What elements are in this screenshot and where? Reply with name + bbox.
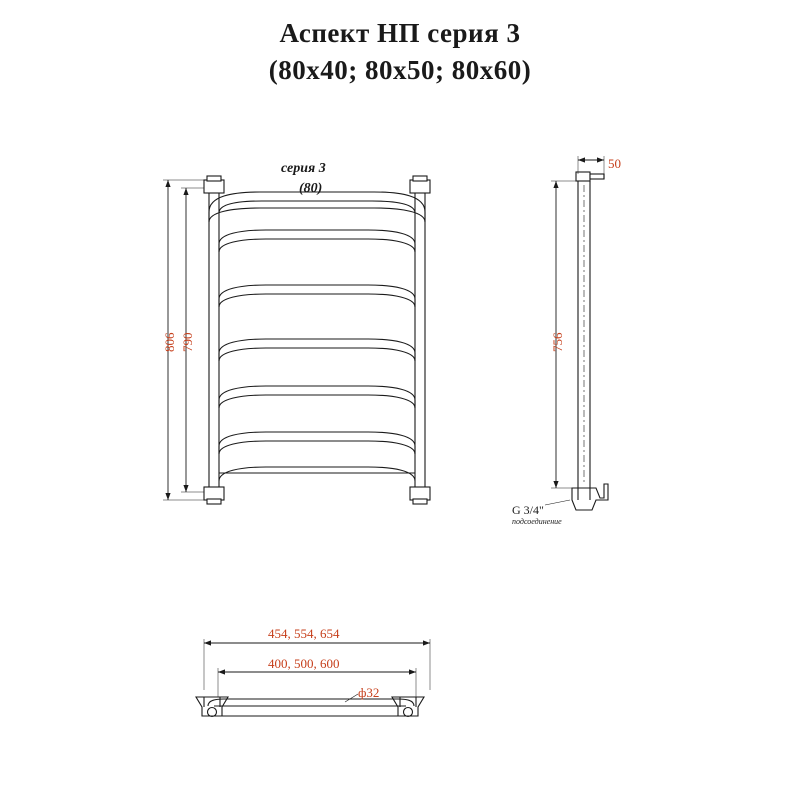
thread-label: G 3/4"	[512, 503, 544, 517]
page-title-line2: (80x40; 80x50; 80x60)	[268, 55, 532, 85]
top-view-group	[196, 639, 430, 717]
front-height-inner-label: 790	[180, 332, 195, 352]
top-inner-width-label: 400, 500, 600	[268, 656, 340, 671]
pipe-diameter-label: ф32	[358, 685, 380, 700]
front-width-label: (80)	[299, 181, 323, 196]
side-depth-label: 50	[608, 156, 621, 171]
front-height-outer-label: 806	[162, 332, 177, 352]
page-title-line1: Аспект НП серия 3	[279, 18, 521, 48]
top-outer-width-label: 454, 554, 654	[268, 626, 340, 641]
front-view-group	[163, 176, 430, 504]
side-height-label: 756	[550, 332, 565, 352]
thread-note-label: подсоединение	[512, 517, 562, 526]
series-label: серия 3	[281, 161, 326, 176]
